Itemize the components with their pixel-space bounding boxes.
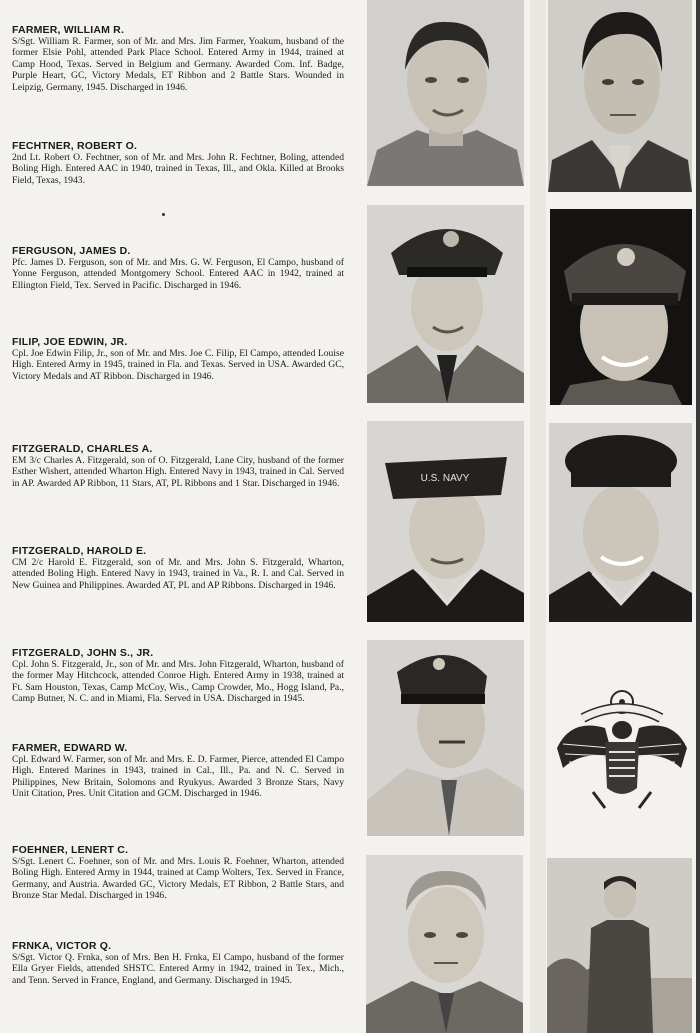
entry-name: FITZGERALD, JOHN S., JR. — [12, 647, 154, 659]
entry-bio: Cpl. Edward W. Farmer, son of Mr. and Mrs. E. D. Farmer, Pierce, attended El Campo High. Entered Marines in 1943, trained in Cal., Ill., Pa. and N. C. Served in Philippines, New Britain, Solomons and Ryukyus. Awarded 3 Bronze Stars, Navy Unit Citation, Pres. Unit Citation and GCM. Discharged in 1946. — [12, 754, 344, 800]
entry-frnka-victor — [12, 940, 344, 986]
portrait-foehner-lenert — [366, 855, 523, 1033]
entry-name: FILIP, JOE EDWIN, JR. — [12, 336, 128, 348]
entry-bio: EM 3/c Charles A. Fitzgerald, son of O. Fitzgerald, Lane City, husband of the former Esther Wishert, attended Wharton High. Entered Navy in 1943, trained in Cal. Served in AP. Awarded AP Ribbon, 11 Stars, AT, PL Ribbons and 1 Star. Discharged in 1946. — [12, 455, 344, 489]
portrait-fitzgerald-harold — [549, 423, 692, 622]
entry-bio: S/Sgt. Lenert C. Foehner, son of Mr. and Mrs. Louis R. Foehner, Wharton, attended Boling High. Entered Army in 1944, trained at Camp Wolters, Tex. Served in France, Germany, and Austria. Awarded GC, Victory Medals, ET Ribbon, 2 Battle Stars, and Bronze Star Medal. Discharged in 1946. — [12, 856, 344, 902]
entry-bio: CM 2/c Harold E. Fitzgerald, son of Mr. and Mrs. John S. Fitzgerald, Wharton, attended Boling High. Entered Navy in 1943, trained in Va., R. I. and Cal. Served in New Guinea and Philippines. Awarded AT, PL and AP Ribbons. Discharged in 1946. — [12, 557, 344, 591]
entry-bio: Cpl. Joe Edwin Filip, Jr., son of Mr. and Mrs. Joe C. Filip, El Campo, attended Louise High. Entered Army in 1945, trained in Fla. and Texas. Served in USA. Awarded GC, Victory Medals and AT Ribbon. Discharged in 1946. — [12, 348, 344, 382]
entry-name: FARMER, WILLIAM R. — [12, 24, 125, 36]
ink-dot — [162, 213, 165, 216]
entry-farmer-william — [12, 24, 344, 93]
entry-ferguson-james — [12, 245, 344, 291]
cap-band-text: U.S. NAVY — [420, 473, 470, 484]
entry-fitzgerald-john — [12, 647, 344, 705]
entry-fitzgerald-charles — [12, 443, 344, 489]
portrait-farmer-william — [367, 0, 524, 186]
entry-bio: S/Sgt. William R. Farmer, son of Mr. and Mrs. Jim Farmer, Yoakum, husband of the former Elsie Pohl, attended Park Place School. Entered Army in 1944, trained at Camp Hood, Texas. Served in Belgium and Germany. Awarded Com. Inf. Badge, Purple Heart, GC, Victory Medals, ET Ribbon and 2 Battle Stars. Wounded in Leipzig, Germany, 1945. Discharged in 1946. — [12, 36, 344, 93]
portrait-fitzgerald-charles — [367, 421, 524, 622]
entry-foehner-lenert — [12, 844, 344, 902]
entry-bio: 2nd Lt. Robert O. Fechtner, son of Mr. and Mrs. John R. Fechtner, Boling, attended Boling High. Entered AAC in 1940, trained in Texas, Ill., and Okla. Killed at Brooks Field, Texas, 1943. — [12, 152, 344, 186]
eagle-emblem-icon — [553, 688, 691, 813]
portrait-fechtner-robert — [548, 0, 692, 192]
entry-fitzgerald-harold — [12, 545, 344, 591]
portrait-fitzgerald-john — [367, 640, 524, 836]
entry-name: FITZGERALD, CHARLES A. — [12, 443, 153, 455]
portrait-ferguson-james — [367, 205, 524, 403]
entry-bio: Cpl. John S. Fitzgerald, Jr., son of Mr. and Mrs. John Fitzgerald, Wharton, husband of the former May Hitchcock, attended Conroe High. Entered Army in 1938, trained at Ft. Sam Houston, Texas, Camp McCoy, Wis., Camp Crowder, Mo., Hogg Island, Pa., Camp Butner, N. C. and in Miami, Fla. Served in USA. Discharged in 1945. — [12, 659, 344, 705]
page-edge — [696, 0, 700, 1033]
entry-fechtner-robert — [12, 140, 344, 186]
entry-name: FOEHNER, LENERT C. — [12, 844, 129, 856]
entry-name: FERGUSON, JAMES D. — [12, 245, 131, 257]
entry-bio: Pfc. James D. Ferguson, son of Mr. and Mrs. G. W. Ferguson, El Campo, husband of Yonne Ferguson, attended Montgomery School. Entered AAC in 1942, trained at Ellington Field, Tex. Served in Pacific. Discharged in 1946. — [12, 257, 344, 291]
entry-bio: S/Sgt. Victor Q. Frnka, son of Mrs. Ben H. Frnka, El Campo, husband of the former Ella Gryer Fields, attended SHSTC. Entered Army in 1942, trained in Tex., Mich., and Tenn. Served in France, England, and Germany. Discharged in 1945. — [12, 952, 344, 986]
portrait-filip-joe — [550, 209, 692, 405]
photo-gutter — [530, 0, 546, 1033]
entry-farmer-edward — [12, 742, 344, 800]
entry-name: FITZGERALD, HAROLD E. — [12, 545, 147, 557]
entry-name: FECHTNER, ROBERT O. — [12, 140, 138, 152]
entry-name: FARMER, EDWARD W. — [12, 742, 128, 754]
portrait-frnka-victor — [547, 858, 692, 1033]
entry-filip-joe — [12, 336, 344, 382]
entry-name: FRNKA, VICTOR Q. — [12, 940, 112, 952]
